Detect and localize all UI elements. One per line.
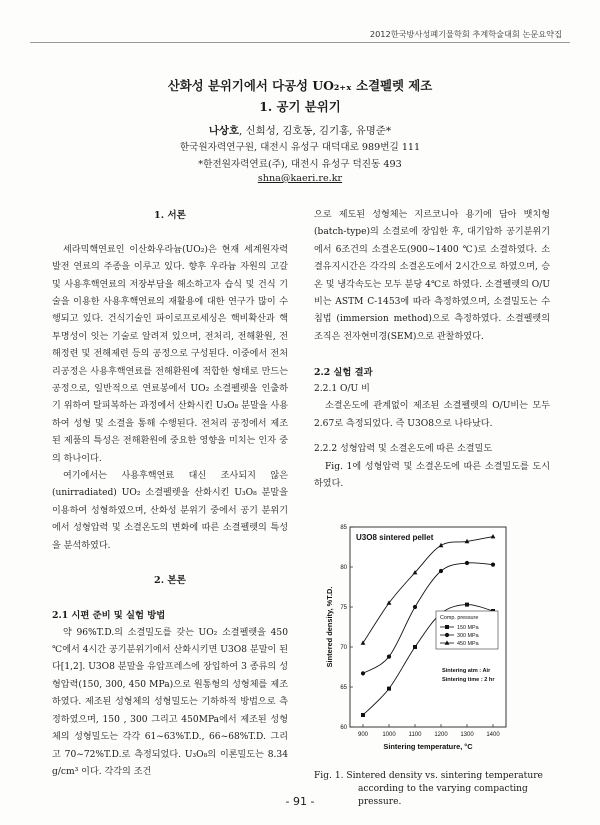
- methods-paragraph-cont: 으로 제도된 성형체는 지르코니아 용기에 담아 뱃치형(batch-type)의 소결로에 장입한 후, 대기압하 공기분위기에서 6조건의 소결온도(900~1400 ℃)로 소결하였다. 소결유지시간은 각각의 소결온도에서 2시간으로 하였으며, 승온 및 냉각속도는 모두 분당 4℃로 하였다. 소결펠렛의 O/U비는 ASTM C-1453에 따라 측정하였으며, 소결밀도는 수침법 (immersion method)으로 측정하였다. 소결펠렛의 조직은 전자현미경(SEM)으로 관찰하였다.: [314, 210, 550, 342]
- authors: [0, 122, 600, 137]
- caption-line1: Fig. 1. Sintered density vs. sintering temperature: [314, 771, 543, 781]
- subsection-2-2-2-heading: 2.2.2 성형압력 및 소결온도에 따른 소결밀도: [314, 444, 493, 455]
- data-point-series-1: [387, 687, 391, 691]
- chart-title: U3O8 sintered pellet: [356, 533, 434, 542]
- subsection-2-2-1-heading: 2.2.1 O/U 비: [314, 384, 370, 395]
- legend-marker: [445, 633, 449, 637]
- data-point-series-2: [465, 561, 469, 565]
- co-authors: , 신희성, 김호동, 김기홍, 유명준*: [239, 125, 392, 137]
- y-tick-label: 85: [340, 525, 347, 532]
- legend-label: 450 MPa: [457, 641, 479, 647]
- y-tick-label: 65: [340, 685, 347, 692]
- data-point-series-2: [387, 655, 391, 659]
- section-body-heading: 2. 본론: [154, 575, 186, 587]
- data-point-series-1: [413, 645, 417, 649]
- caption-line2: according to the varying compacting: [358, 784, 528, 795]
- data-point-series-2: [413, 605, 417, 609]
- title-line2: 1. 공기 분위기: [259, 99, 341, 114]
- chart-legend: [436, 611, 498, 649]
- x-tick-label: 1400: [486, 732, 500, 738]
- legend-label: 300 MPa: [457, 633, 479, 639]
- density-paragraph: Fig. 1에 성형압력 및 소결온도에 따른 소결밀도를 도시하였다.: [314, 461, 550, 490]
- legend-marker: [445, 625, 449, 629]
- title-line1: 산화성 분위기에서 다공성 UO₂₊ₓ 소결펠렛 제조: [167, 78, 433, 93]
- page-number: - 91 -: [285, 795, 315, 808]
- y-axis-label: Sintered density, %T.D.: [325, 586, 334, 668]
- data-point-series-1: [361, 713, 365, 717]
- data-point-series-2: [491, 563, 495, 567]
- y-tick-label: 60: [340, 725, 347, 732]
- email: [0, 173, 600, 184]
- x-tick-label: 1300: [460, 732, 474, 738]
- subsection-2-1-heading: 2.1 시편 준비 및 실험 방법: [52, 610, 166, 622]
- annotation-atm: Sintering atm : Air: [442, 668, 491, 674]
- email-link[interactable]: shna@kaeri.re.kr: [257, 173, 343, 184]
- data-point-series-2: [361, 671, 365, 675]
- left-column: [52, 207, 288, 781]
- x-tick-label: 1200: [434, 732, 448, 738]
- data-point-series-1: [465, 603, 469, 607]
- subsection-2-2-heading: 2.2 실험 결과: [314, 366, 373, 378]
- y-tick-label: 80: [340, 565, 347, 572]
- figure-1-chart: [322, 522, 512, 752]
- header-rule: [30, 42, 570, 43]
- x-axis-label: Sintering temperature, °C: [383, 742, 473, 751]
- right-column: [314, 207, 550, 493]
- methods-paragraph: 약 96%T.D.의 소결밀도를 갖는 UO₂ 소결펠렛을 450 ℃에서 4시간 공기분위기에서 산화시키면 U3O8 분말이 된다[1,2]. U3O8 분말을 유압프레스에 장입하여 3 종류의 성형압력(150, 300, 450 MPa)으로 원통형의 성형체를 제조하였다. 제조된 성형체의 성형밀도는 기하하적 방법으로 측정하였으며, 150 , 300 그리고 450MPa에서 제조된 성형체의 성형밀도는 각각 61~63%T.D., 66~68%T.D. 그리고 70~72%T.D.로 측정되었다. U₃O₈의 이론밀도는 8.34 g/cm³ 이다. 각각의 조건: [52, 627, 288, 777]
- annotation-time: Sintering time : 2 hr: [442, 677, 495, 683]
- intro-paragraph-2: 여기에서는 사용후핵연료 대신 조사되지 않은(unirradiated) UO₂ 소결펠렛을 산화시킨 U₃O₈ 분말을 이용하여 성형하였으며, 산화성 분위기 중에서 공기 분위기에서 성형압력 및 소결온도의 변화에 따른 소결펠렛의 특성을 분석하였다.: [52, 471, 288, 551]
- x-tick-label: 1000: [382, 732, 396, 738]
- ou-ratio-paragraph: 소결온도에 관계없이 제조된 소결펠렛의 O/U비는 모두 2.67로 측정되었다. 즉 U3O8으로 나타났다.: [314, 401, 550, 429]
- x-tick-label: 900: [357, 732, 369, 738]
- y-tick-label: 70: [340, 645, 347, 652]
- running-head: 2012한국방사성폐기물학회 추계학술대회 논문요약집: [369, 29, 562, 39]
- data-point-series-2: [439, 569, 443, 573]
- legend-title: Comp. pressure: [440, 615, 479, 621]
- section-intro-heading: 1. 서론: [154, 210, 186, 221]
- presenting-author: 나상호: [208, 125, 240, 137]
- affiliation-2: *한전원자력연료(주), 대전시 유성구 덕진동 493: [198, 159, 402, 170]
- x-tick-label: 1100: [408, 732, 422, 738]
- intro-paragraph-1: 세라믹핵연료인 이산화우라늄(UO₂)은 현재 세계원자력발전 연료의 주종을 이루고 있다. 향후 우라늄 자원의 고갈 및 사용후핵연료의 저장부담을 해소하고자 습식 및 건식 기술을 이용한 사용후핵연료의 재활용에 대한 연구가 많이 수행되고 있다. 건식기술인 파이로프로세싱은 핵비확산과 핵투명성이 잇는 기술로 알려져 있으며, 전처리, 전해환원, 전해정련 및 전해제련 등의 공정으로 구성된다. 이중에서 전처리공정은 사용후핵연료를 전해환원에 적합한 형태로 만드는 공정으로, 일반적으로 연료봉에서 UO₂ 소결펠렛을 인출하기 위하여 탈피복하는 과정에서 산화시킨 U₃O₈ 분말을 사용하여 성형 및 소결을 통해 수행된다. 전처리 공정에서 제조된 제품의 특성은 전해환원에 중요한 영향을 미치는 인자 중의 하나이다.: [52, 244, 288, 464]
- caption-line3: pressure.: [358, 797, 402, 808]
- affiliation-1: 한국원자력연구원, 대전시 유성구 대덕대로 989번길 111: [179, 142, 421, 153]
- y-tick-label: 75: [340, 605, 347, 612]
- legend-label: 150 MPa: [457, 625, 479, 631]
